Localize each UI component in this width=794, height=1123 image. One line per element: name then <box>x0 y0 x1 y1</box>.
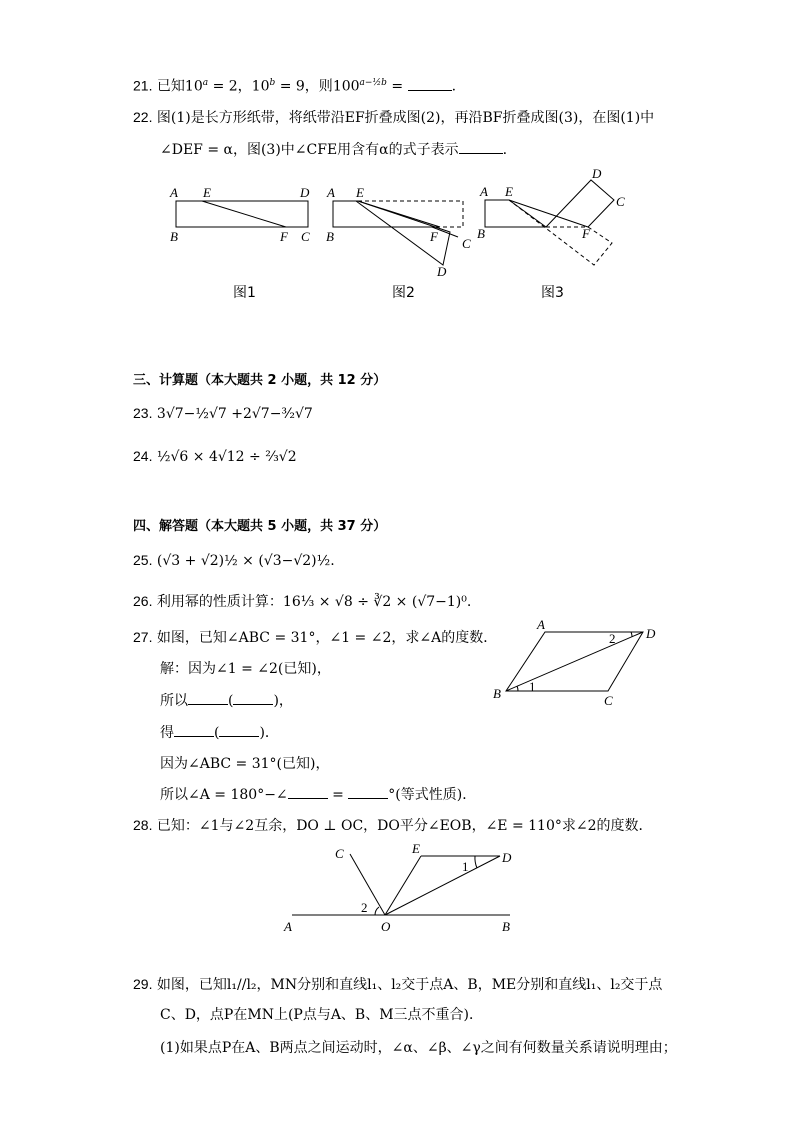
q21-line <box>133 74 456 96</box>
fig3-label-e: E <box>505 184 513 199</box>
q21-number: 21. <box>133 77 153 94</box>
q27-text3a: 所以 <box>160 693 188 709</box>
q21-base1: 10 <box>184 78 203 95</box>
q27-blank5[interactable] <box>288 786 328 799</box>
q21-base2: 10 <box>251 78 270 95</box>
fig28-label-c: C <box>335 846 344 861</box>
fig3-label-c: C <box>616 194 625 209</box>
fig3-label-b: B <box>477 226 485 241</box>
q27-line2: 解：因为∠1 = ∠2(已知)， <box>160 661 331 677</box>
q27-blank3[interactable] <box>174 724 214 737</box>
q25-expression: (√3 + √2)½ × (√3−√2)½. <box>156 553 335 569</box>
q27-text6b: = <box>327 787 349 803</box>
fig1-label-d: D <box>300 185 310 200</box>
q26-number: 26. <box>133 593 153 609</box>
q23-number: 23. <box>133 405 153 421</box>
q21-base3: 100 <box>332 78 360 95</box>
q26-text: 利用幂的性质计算： <box>156 594 283 610</box>
figure-1 <box>176 201 308 227</box>
q21-text: 已知 <box>156 78 185 95</box>
fig28-label-o: O <box>381 919 391 934</box>
fig2-label-f: F <box>430 229 438 244</box>
q23-line <box>133 404 313 423</box>
q27-number: 27. <box>133 629 153 645</box>
fig27-angle-1: 1 <box>529 679 536 694</box>
fig27-label-b: B <box>493 686 501 701</box>
q27-line5: 因为∠ABC = 31°(已知)， <box>160 756 330 772</box>
fig28-label-d: D <box>502 850 512 865</box>
q27-text3c: )， <box>273 693 293 709</box>
q27-blank4[interactable] <box>219 724 259 737</box>
q29-line1 <box>133 975 662 994</box>
q24-number: 24. <box>133 448 153 464</box>
q27-line6 <box>160 786 476 804</box>
fig2-label-e: E <box>356 185 364 200</box>
q27-blank2[interactable] <box>233 692 273 705</box>
fig3-label-a: A <box>480 184 488 199</box>
q25-line <box>133 551 335 570</box>
q24-expression: ½√6 × 4√12 ÷ ⅔√2 <box>156 449 297 465</box>
q22-text1: 图(1)是长方形纸带，将纸带沿EF折叠成图(2)，再沿BF折叠成图(3)，在图(1)中 <box>156 110 655 126</box>
q27-figure <box>488 616 668 710</box>
q27-text4a: 得 <box>160 725 174 741</box>
fig1-label-f: F <box>280 229 288 244</box>
q27-blank6[interactable] <box>348 786 388 799</box>
q22-end: . <box>502 142 508 158</box>
q27-text6c: °(等式性质)． <box>388 787 477 803</box>
q28-figure <box>278 838 528 940</box>
fig2-caption: 图2 <box>392 285 415 301</box>
fig27-label-a: A <box>537 617 545 632</box>
q25-number: 25. <box>133 552 153 568</box>
q21-end: . <box>451 78 457 95</box>
figure-2 <box>333 201 463 265</box>
q27-line1 <box>133 628 497 647</box>
q29-text1: 如图，已知l₁//l₂，MN分别和直线l₁、l₂交于点A、B，ME分别和直线l₁、l₂交于点 <box>156 977 663 993</box>
fig3-label-f: F <box>582 226 590 241</box>
q21-text3: = 9，则 <box>275 78 333 95</box>
q29-number: 29. <box>133 976 153 992</box>
fig2-label-a: A <box>327 185 335 200</box>
fig27-label-c: C <box>604 693 613 708</box>
q27-line4 <box>160 724 279 742</box>
q21-text2: = 2， <box>208 78 252 95</box>
q21-exp2: b <box>269 78 276 88</box>
q22-text2: ∠DEF = α，图(3)中∠CFE用含有α的式子表示 <box>160 142 459 158</box>
q21-text4: = <box>386 78 408 95</box>
q21-exp1: a <box>202 78 209 88</box>
q27-text4b: ( <box>214 725 220 741</box>
q24-line <box>133 447 297 466</box>
q27-blank1[interactable] <box>188 692 228 705</box>
q28-text: 已知：∠1与∠2互余，DO ⊥ OC，DO平分∠EOB，∠E = 110°求∠2的度数． <box>156 818 653 834</box>
q21-exp3: a−½b <box>359 78 387 88</box>
fig28-label-b: B <box>502 919 510 934</box>
fig1-label-c: C <box>301 229 310 244</box>
q21-answer-blank[interactable] <box>408 78 452 91</box>
fig27-label-d: D <box>646 626 656 641</box>
fig1-label-e: E <box>203 185 211 200</box>
q22-line2 <box>160 141 507 159</box>
fig28-angle-1: 1 <box>462 859 469 874</box>
q26-line <box>133 592 471 611</box>
fig27-angle-2: 2 <box>609 631 616 646</box>
q29-line2: C、D，点P在MN上(P点与A、B、M三点不重合)． <box>160 1007 484 1023</box>
fig1-label-a: A <box>170 185 178 200</box>
q29-line3: (1)如果点P在A、B两点之间运动时，∠α、∠β、∠γ之间有何数量关系请说明理由； <box>160 1040 677 1056</box>
section-4-heading: 四、解答题（本大题共 5 小题，共 37 分） <box>133 519 387 534</box>
q22-line1 <box>133 108 654 127</box>
q22-answer-blank[interactable] <box>459 141 503 154</box>
q27-text3b: ( <box>228 693 234 709</box>
fig28-angle-2: 2 <box>361 900 368 915</box>
q27-text4c: )． <box>259 725 279 741</box>
q27-line3 <box>160 692 293 710</box>
fig1-caption: 图1 <box>233 285 256 301</box>
fig1-label-b: B <box>170 229 178 244</box>
q22-number: 22. <box>133 109 153 125</box>
fig3-caption: 图3 <box>541 285 564 301</box>
fig2-label-c: C <box>462 236 471 251</box>
q27-text6a: 所以∠A = 180°−∠ <box>160 787 288 803</box>
fig3-label-d: D <box>592 166 602 181</box>
q28-line <box>133 816 653 835</box>
fig28-label-e: E <box>412 841 420 856</box>
fig2-label-d: D <box>437 264 447 279</box>
q28-number: 28. <box>133 817 153 833</box>
q26-expression: 16⅓ × √8 ÷ ∛2 × (√7−1)⁰. <box>282 594 472 610</box>
fig2-label-b: B <box>326 229 334 244</box>
q27-text1: 如图，已知∠ABC = 31°，∠1 = ∠2，求∠A的度数． <box>156 630 498 646</box>
section-3-heading: 三、计算题（本大题共 2 小题，共 12 分） <box>133 373 387 388</box>
fig28-label-a: A <box>284 919 292 934</box>
q23-expression: 3√7−½√7 +2√7−³⁄₂√7 <box>156 406 313 422</box>
